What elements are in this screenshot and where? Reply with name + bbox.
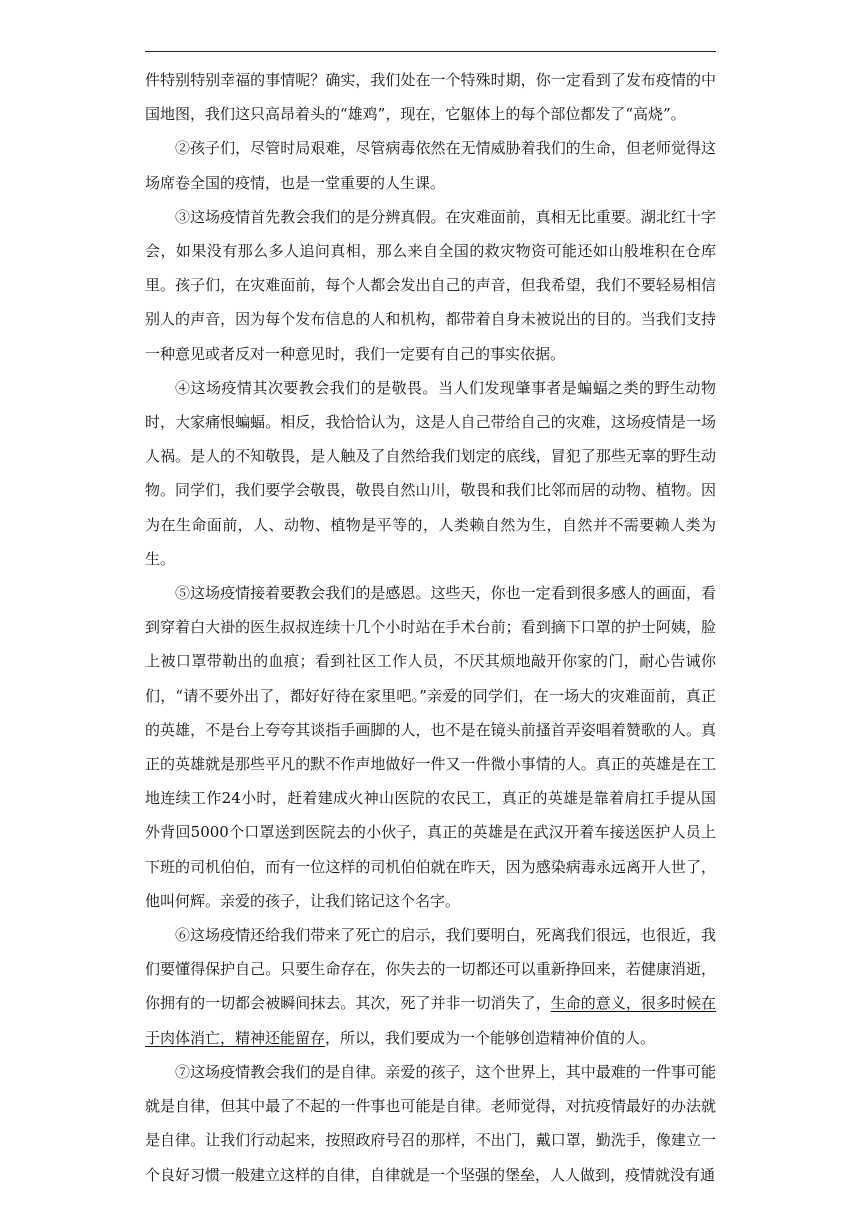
paragraph-text: 件特别特别幸福的事情呢？确实，我们处在一个特殊时期，你一定看到了发布疫情的中国地图，我们这只高昂着头的“雄鸡”，现在，它躯体上的每个部位都发了“高烧”。: [145, 71, 716, 124]
article-body: [145, 63, 716, 1192]
paragraph-7: [145, 1055, 716, 1192]
underlined-phrase: 生命的意义，很多时候在于肉体消亡，精神还能留存: [145, 994, 716, 1047]
paragraph-2: [145, 131, 716, 199]
paragraph-text: ⑥这场疫情还给我们带来了死亡的启示，我们要明白，死离我们很远，也很近，我们要懂得保护自己。只要生命存在，你失去的一切都还可以重新挣回来，若健康消逝，你拥有的一切都会被瞬间抹去。其次，死了并非一切消失了，: [145, 926, 716, 1013]
paragraph-continuation: [145, 63, 716, 131]
paragraph-text: ④这场疫情其次要教会我们的是敬畏。当人们发现肇事者是蝙蝠之类的野生动物时，大家痛恨蝙蝠。相反，我恰恰认为，这是人自己带给自己的灾难，这场疫情是一场人祸。是人的不知敬畏，是人触及了自然给我们划定的底线，冒犯了那些无辜的野生动物。同学们，我们要学会敬畏，敬畏自然山川，敬畏和我们比邻而居的动物、植物。因为在生命面前，人、动物、植物是平等的，人类赖自然为生，自然并不需要赖人类为生。: [145, 378, 716, 568]
header-rule: [145, 51, 716, 52]
paragraph-5: [145, 576, 716, 918]
paragraph-text: ②孩子们，尽管时局艰难，尽管病毒依然在无情威胁着我们的生命，但老师觉得这场席卷全国的疫情，也是一堂重要的人生课。: [145, 139, 716, 192]
paragraph-4: [145, 371, 716, 576]
paragraph-text: ⑤这场疫情接着要教会我们的是感恩。这些天，你也一定看到很多感人的画面，看到穿着白大褂的医生叔叔连续十几个小时站在手术台前；看到摘下口罩的护士阿姨，脸上被口罩带勒出的血痕；看到社区工作人员，不厌其烦地敲开你家的门，耐心告诫你们，“请不要外出了，都好好待在家里吧。”亲爱的同学们，在一场大的灾难面前，真正的英雄，不是台上夸夸其谈指手画脚的人，也不是在镜头前搔首弄姿唱着赞歌的人。真正的英雄就是那些平凡的默不作声地做好一件又一件微小事情的人。真正的英雄是在工地连续工作24小时，赶着建成火神山医院的农民工，真正的英雄是靠着肩扛手提从国外背回5000个口罩送到医院去的小伙子，真正的英雄是在武汉开着车接送医护人员上下班的司机伯伯，而有一位这样的司机伯伯就在昨天，因为感染病毒永远离开人世了，他叫何辉。亲爱的孩子，让我们铭记这个名字。: [145, 584, 716, 910]
paragraph-6: [145, 918, 716, 1055]
paragraph-text: ，所以，我们要成为一个能够创造精神价值的人。: [325, 1028, 656, 1047]
paragraph-3: [145, 200, 716, 371]
paragraph-text: ⑦这场疫情教会我们的是自律。亲爱的孩子，这个世界上，其中最难的一件事可能就是自律，但其中最了不起的一件事也可能是自律。老师觉得，对抗疫情最好的办法就是自律。让我们行动起来，按照政府号召的那样，不出门，戴口罩，勤洗手，像建立一个良好习惯一般建立这样的自律，自律就是一个坚强的堡垒，人人做到，疫情就没有通: [145, 1062, 716, 1184]
paragraph-text: ③这场疫情首先教会我们的是分辨真假。在灾难面前，真相无比重要。湖北红十字会，如果没有那么多人追问真相，那么来自全国的救灾物资可能还如山般堆积在仓库里。孩子们，在灾难面前，每个人都会发出自己的声音，但我希望，我们不要轻易相信别人的声音，因为每个发布信息的人和机构，都带着自身未被说出的目的。当我们支持一种意见或者反对一种意见时，我们一定要有自己的事实依据。: [145, 207, 716, 363]
